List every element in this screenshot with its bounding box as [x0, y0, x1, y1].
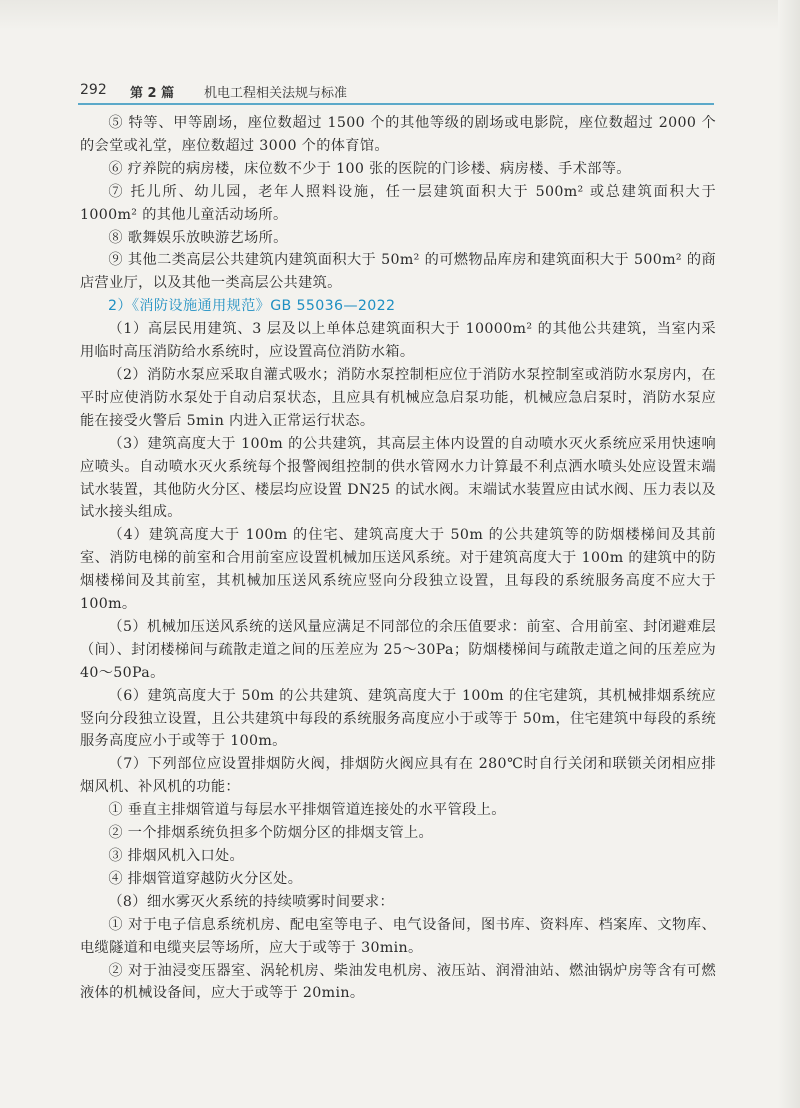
page-header	[78, 78, 714, 102]
paragraph: （7）下列部位应设置排烟防火阀，排烟防火阀应具有在 280℃时自行关闭和联锁关闭相应排烟风机、补风机的功能：	[80, 756, 716, 796]
part-title: 机电工程相关法规与标准	[204, 86, 348, 101]
paragraph: （2）消防水泵应采取自灌式吸水；消防水泵控制柜应位于消防水泵控制室或消防水泵房内，在平时应使消防水泵处于自动启泵状态，且应具有机械应急启泵功能，机械应急启泵时，消防水泵应能在接受火警后 5min 内进入正常运行状态。	[80, 366, 716, 429]
sub-item: ① 垂直主排烟管道与每层水平排烟管道连接处的水平管段上。	[108, 802, 506, 819]
paragraph: （8）细水雾灭火系统的持续喷雾时间要求：	[108, 893, 394, 910]
scan-edge-right	[778, 0, 800, 1108]
sub-item: ③ 排烟风机入口处。	[108, 848, 245, 864]
header-rule	[78, 103, 714, 105]
paragraph: （1）高层民用建筑、3 层及以上单体总建筑面积大于 10000m² 的其他公共建筑，当室内采用临时高压消防给水系统时，应设置高位消防水箱。	[80, 321, 716, 361]
sub-item: ④ 排烟管道穿越防火分区处。	[108, 870, 303, 887]
paragraph: （6）建筑高度大于 50m 的公共建筑、建筑高度大于 100m 的住宅建筑，其机械排烟系统应竖向分段独立设置，且公共建筑中每段的系统服务高度应小于或等于 50m，住宅建筑中每段的系统服务高度应小于或等于 100m。	[80, 687, 716, 750]
sub-item: ② 一个排烟系统负担多个防烟分区的排烟支管上。	[108, 825, 434, 842]
section-heading: 2）《消防设施通用规范》GB 55036—2022	[108, 298, 396, 315]
paragraph: （3）建筑高度大于 100m 的公共建筑，其高层主体内设置的自动喷水灭火系统应采用快速响应喷头。自动喷水灭火系统每个报警阀组控制的供水管网水力计算最不利点洒水喷头处应设置末端试水装置，其他防火分区、楼层均应设置 DN25 的试水阀。末端试水装置应由试水阀、压力表以及试水接头组成。	[80, 435, 716, 521]
list-item: ⑤ 特等、甲等剧场，座位数超过 1500 个的其他等级的剧场或电影院，座位数超过 2000 个的会堂或礼堂，座位数超过 3000 个的体育馆。	[80, 115, 716, 154]
paragraph: （4）建筑高度大于 100m 的住宅、建筑高度大于 50m 的公共建筑等的防烟楼梯间及其前室、消防电梯的前室和合用前室应设置机械加压送风系统。对于建筑高度大于 100m 的建筑中的防烟楼梯间及其前室，其机械加压送风系统应竖向分段独立设置，且每段的系统服务高度不应大于 100m。	[80, 527, 716, 613]
part-label: 第 2 篇	[130, 86, 175, 101]
list-item: ⑨ 其他二类高层公共建筑内建筑面积大于 50m² 的可燃物品库房和建筑面积大于 500m² 的商店营业厅，以及其他一类高层公共建筑。	[80, 252, 716, 292]
list-item: ⑧ 歌舞娱乐放映游艺场所。	[108, 229, 288, 246]
sub-item: ① 对于电子信息系统机房、配电室等电子、电气设备间，图书库、资料库、档案库、文物库、电缆隧道和电缆夹层等场所，应大于或等于 30min。	[80, 916, 716, 956]
list-item: ⑦ 托儿所、幼儿园，老年人照料设施，任一层建筑面积大于 500m² 或总建筑面积大于 1000m² 的其他儿童活动场所。	[80, 183, 716, 223]
list-item: ⑥ 疗养院的病房楼，床位数不少于 100 张的医院的门诊楼、病房楼、手术部等。	[108, 160, 631, 177]
page-number: 292	[80, 82, 107, 98]
scan-edge-top	[0, 0, 800, 30]
sub-item: ② 对于油浸变压器室、涡轮机房、柴油发电机房、液压站、润滑油站、燃油锅炉房等含有可燃液体的机械设备间，应大于或等于 20min。	[80, 962, 716, 1002]
page-body	[80, 112, 716, 1005]
paragraph: （5）机械加压送风系统的送风量应满足不同部位的余压值要求：前室、合用前室、封闭避难层（间）、封闭楼梯间与疏散走道之间的压差应为 25～30Pa；防烟楼梯间与疏散走道之间的压差应为 40～50Pa。	[80, 618, 716, 681]
